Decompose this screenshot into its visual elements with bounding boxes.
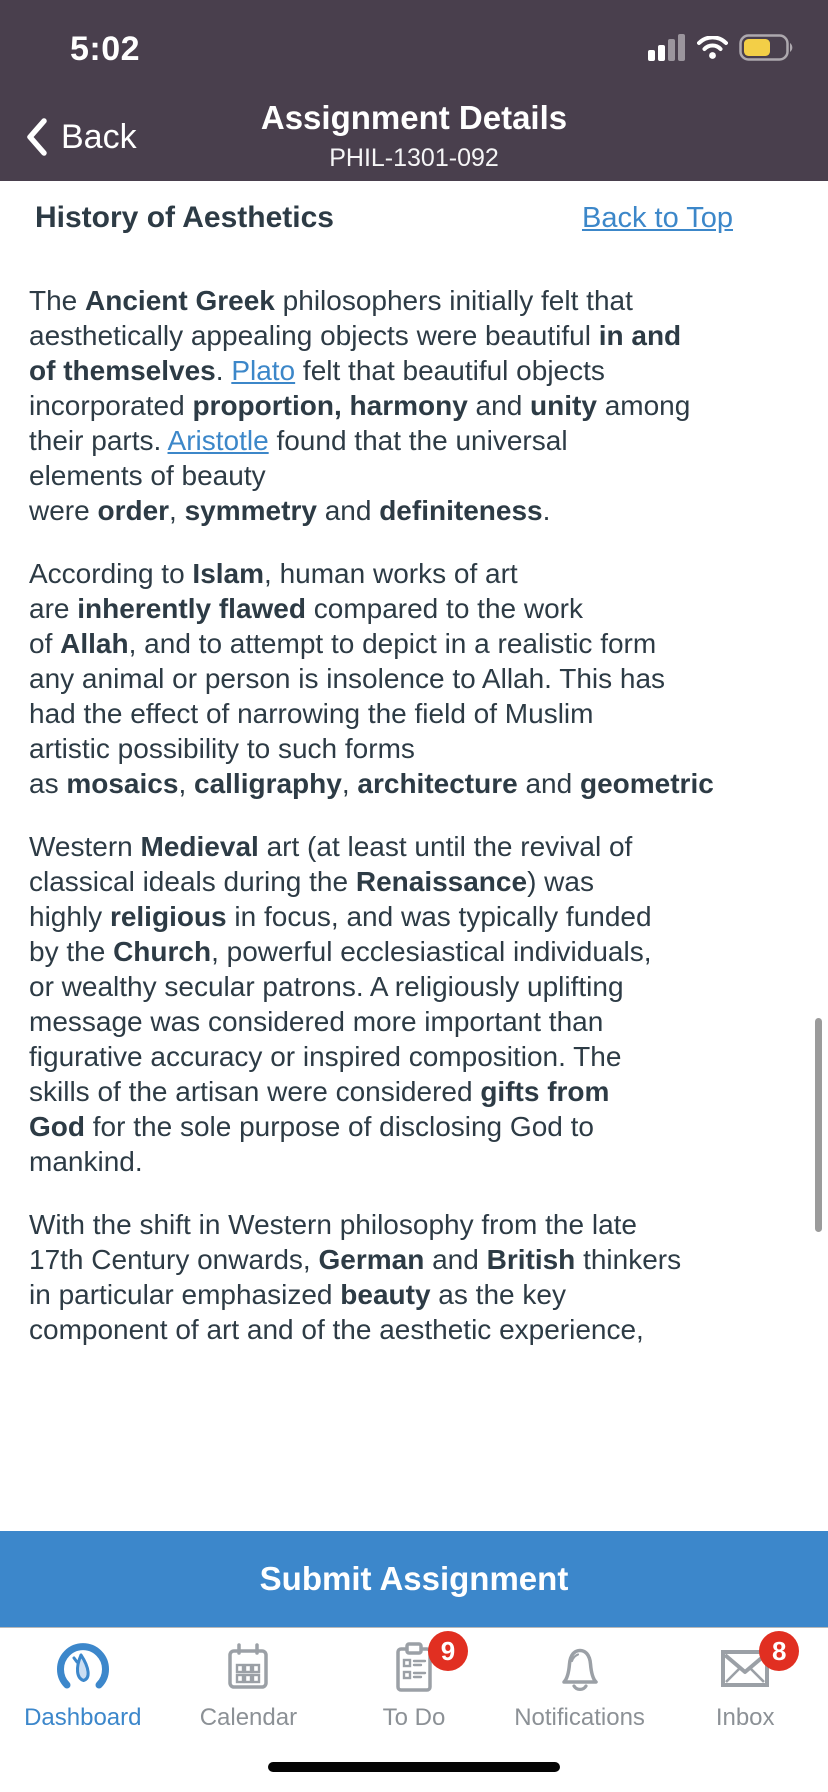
tab-inbox[interactable] <box>662 1628 828 1792</box>
tab-calendar-label: Calendar <box>199 1704 298 1731</box>
todo-badge: 9 <box>428 1631 468 1671</box>
submit-assignment-button[interactable] <box>0 1531 828 1627</box>
navigation-bar <box>0 0 828 181</box>
battery-icon <box>739 34 795 61</box>
paragraph: With the shift in Western philosophy from the late 17th Century onwards, German and British thinkers in particular emphasized beauty as the key component of art and of the aesthetic experience, <box>29 1209 682 1345</box>
section-heading: History of Aesthetics <box>35 201 334 234</box>
section-heading-row <box>0 181 828 235</box>
tab-notifications-label: Notifications <box>514 1704 645 1731</box>
gauge-icon <box>54 1640 112 1696</box>
status-icons <box>648 34 795 61</box>
chevron-left-icon <box>25 117 48 157</box>
home-indicator <box>268 1762 560 1772</box>
page-title: Assignment Details <box>260 99 568 136</box>
body-text <box>0 235 828 1347</box>
back-button-label: Back <box>61 117 137 156</box>
wifi-icon <box>697 36 728 59</box>
inline-link[interactable]: Aristotle <box>167 425 269 456</box>
tab-inbox-label: Inbox <box>715 1704 775 1731</box>
calendar-icon <box>220 1640 276 1696</box>
inline-link[interactable]: Plato <box>231 355 296 386</box>
cellular-signal-icon <box>648 34 686 61</box>
paragraph: Western Medieval art (at least until the revival of classical ideals during the Renaissance) was highly religious in focus, and was typically funded by the Church, powerful ecclesiastical individuals, or wealthy secular patrons. A religiously uplifting message was considered more important than figurative accuracy or inspired composition. The skills of the artisan were considered gifts from God for the sole purpose of disclosing God to mankind. <box>29 831 652 1177</box>
status-time: 5:02 <box>70 30 141 68</box>
paragraph: The Ancient Greek philosophers initially felt that aesthetically appealing objects were beautiful in and of themselves. Plato felt that beautiful objects incorporated proportion, harmony and unity among their parts. Aristotle found that the universal elements of beauty were order, symmetry and definiteness. <box>29 285 691 526</box>
tab-dashboard[interactable] <box>0 1628 166 1792</box>
assignment-description[interactable] <box>0 181 828 1531</box>
nav-title-group <box>140 99 688 173</box>
course-code: PHIL-1301-092 <box>329 144 499 172</box>
back-button[interactable] <box>25 117 137 157</box>
inbox-badge: 8 <box>759 1631 799 1671</box>
tab-todo-label: To Do <box>382 1704 446 1731</box>
tab-dashboard-label: Dashboard <box>24 1704 142 1731</box>
back-to-top-link[interactable]: Back to Top <box>581 202 733 234</box>
bell-icon <box>552 1640 608 1696</box>
paragraph: According to Islam, human works of art are inherently flawed compared to the work of Allah, and to attempt to depict in a realistic form any animal or person is insolence to Allah. This has had the effect of narrowing the field of Muslim artistic possibility to such forms as mosaics, calligraphy, architecture and geometric <box>29 558 714 799</box>
scrollbar-thumb[interactable] <box>815 1018 822 1232</box>
submit-assignment-label: Submit Assignment <box>259 1560 569 1597</box>
